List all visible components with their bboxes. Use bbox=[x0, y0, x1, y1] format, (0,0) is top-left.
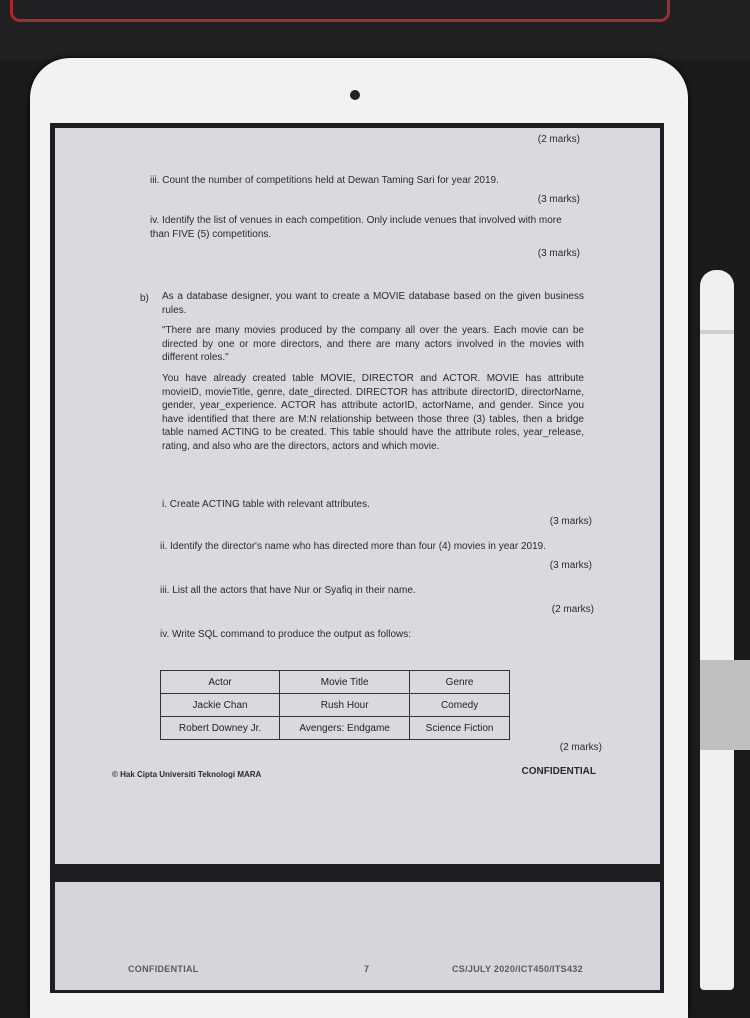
question-b-intro: As a database designer, you want to create a MOVIE database based on the given business rules. bbox=[162, 291, 584, 316]
table-header-cell: Actor bbox=[161, 671, 280, 694]
marks-label: (3 marks) bbox=[537, 194, 580, 205]
table-header-cell: Movie Title bbox=[280, 671, 410, 694]
table-cell: Robert Downey Jr. bbox=[161, 717, 280, 740]
table-header-row bbox=[161, 671, 510, 694]
table-cell: Avengers: Endgame bbox=[280, 717, 410, 740]
copyright-notice: © Hak Cipta Universiti Teknologi MARA bbox=[112, 770, 262, 779]
stylus-ring bbox=[700, 330, 734, 334]
marks-label: (2 marks) bbox=[559, 742, 602, 753]
marks-label: (2 marks) bbox=[537, 134, 580, 145]
table-header-cell: Genre bbox=[410, 671, 510, 694]
stylus-pencil bbox=[700, 270, 734, 990]
next-page-course-code: CS/JULY 2020/ICT450/ITS432 bbox=[452, 964, 583, 974]
question-b-iv: iv. Write SQL command to produce the output as follows: bbox=[160, 629, 412, 640]
camera-icon bbox=[350, 90, 360, 100]
marks-label: (3 marks) bbox=[549, 560, 592, 571]
question-b-ii: ii. Identify the director's name who has directed more than four (4) movies in year 2019. bbox=[160, 541, 546, 552]
next-page-confidential: CONFIDENTIAL bbox=[128, 964, 199, 974]
output-table bbox=[160, 670, 510, 740]
table-row bbox=[161, 694, 510, 717]
marks-label: (2 marks) bbox=[551, 604, 594, 615]
business-rules-quote: "There are many movies produced by the company all over the years. Each movie can be directed by one or more directors, and there are many actors involved in the movies with different roles." bbox=[162, 325, 584, 363]
laptop-edge bbox=[10, 0, 670, 22]
question-b-iii: iii. List all the actors that have Nur or Syafiq in their name. bbox=[160, 585, 416, 596]
table-cell: Science Fiction bbox=[410, 717, 510, 740]
question-a-iv: iv. Identify the list of venues in each competition. Only include venues that involved with more than FIVE (5) competitions. bbox=[150, 215, 562, 240]
table-cell: Jackie Chan bbox=[161, 694, 280, 717]
marks-label: (3 marks) bbox=[549, 516, 592, 527]
confidential-label: CONFIDENTIAL bbox=[521, 766, 596, 777]
table-cell: Comedy bbox=[410, 694, 510, 717]
table-cell: Rush Hour bbox=[280, 694, 410, 717]
question-b-label: b) bbox=[140, 293, 149, 304]
table-row bbox=[161, 717, 510, 740]
question-b-body: You have already created table MOVIE, DIRECTOR and ACTOR. MOVIE has attribute movieID, movieTitle, genre, date_directed. DIRECTOR has attribute directorID, directorName, gender, year_experience. ACTOR has attribute actorID, actorName, and gender. Since you have identified that there are M:N relationship between those three (3) tables, then a bridge table named ACTING to be created. This table should have the attribute roles, year_release, rating, and also who are the directors, actors and which movie. bbox=[162, 373, 584, 452]
next-page-number: 7 bbox=[364, 964, 370, 974]
question-a-iii: iii. Count the number of competitions held at Dewan Taming Sari for year 2019. bbox=[150, 175, 499, 186]
stylus-grip bbox=[700, 660, 750, 750]
marks-label: (3 marks) bbox=[537, 248, 580, 259]
question-b-i: i. Create ACTING table with relevant attributes. bbox=[162, 499, 370, 510]
